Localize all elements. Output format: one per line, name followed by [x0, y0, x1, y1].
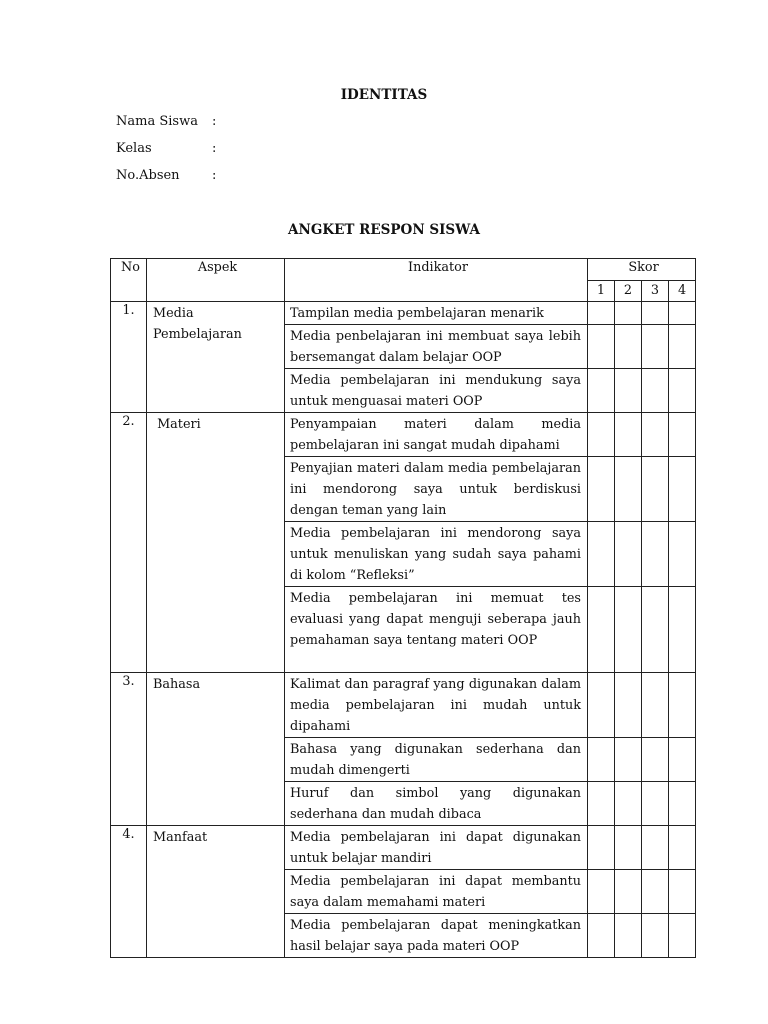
- header-no: No: [111, 259, 147, 302]
- score-cell-1[interactable]: [588, 870, 615, 914]
- score-cell-2[interactable]: [615, 587, 642, 673]
- table-row: [111, 413, 696, 457]
- indikator-text: Media pembelajaran dapat meningkatkan hasil belajar saya pada materi OOP: [285, 914, 588, 958]
- score-cell-2[interactable]: [615, 914, 642, 958]
- score-cell-4[interactable]: [669, 302, 696, 325]
- group-number: 4.: [111, 826, 147, 958]
- score-cell-3[interactable]: [642, 457, 669, 522]
- score-cell-2[interactable]: [615, 302, 642, 325]
- score-cell-3[interactable]: [642, 826, 669, 870]
- indikator-text: Kalimat dan paragraf yang digunakan dalam media pembelajaran ini mudah untuk dipahami: [285, 673, 588, 738]
- score-cell-1[interactable]: [588, 302, 615, 325]
- score-cell-2[interactable]: [615, 413, 642, 457]
- score-cell-4[interactable]: [669, 587, 696, 673]
- score-cell-3[interactable]: [642, 914, 669, 958]
- score-cell-3[interactable]: [642, 870, 669, 914]
- score-cell-4[interactable]: [669, 413, 696, 457]
- score-cell-1[interactable]: [588, 738, 615, 782]
- score-cell-1[interactable]: [588, 325, 615, 369]
- score-cell-1[interactable]: [588, 522, 615, 587]
- header-indikator: Indikator: [285, 259, 588, 302]
- score-cell-3[interactable]: [642, 782, 669, 826]
- score-cell-3[interactable]: [642, 522, 669, 587]
- score-cell-4[interactable]: [669, 325, 696, 369]
- indikator-text: Penyajian materi dalam media pembelajaran ini mendorong saya untuk berdiskusi dengan teman yang lain: [285, 457, 588, 522]
- score-cell-2[interactable]: [615, 738, 642, 782]
- score-cell-3[interactable]: [642, 325, 669, 369]
- group-aspek: Media Pembelajaran: [147, 302, 285, 413]
- score-cell-3[interactable]: [642, 369, 669, 413]
- indikator-text: Penyampaian materi dalam media pembelajaran ini sangat mudah dipahami: [285, 413, 588, 457]
- table-row: [111, 673, 696, 738]
- score-cell-4[interactable]: [669, 782, 696, 826]
- score-cell-1[interactable]: [588, 826, 615, 870]
- group-number: 3.: [111, 673, 147, 826]
- identitas-title: IDENTITAS: [340, 87, 428, 103]
- angket-title: ANGKET RESPON SISWA: [288, 222, 480, 238]
- score-cell-1[interactable]: [588, 782, 615, 826]
- score-header-1: 1: [588, 281, 615, 302]
- score-cell-2[interactable]: [615, 325, 642, 369]
- score-cell-4[interactable]: [669, 738, 696, 782]
- field-label: Nama Siswa: [116, 114, 198, 129]
- score-header-4: 4: [669, 281, 696, 302]
- score-cell-1[interactable]: [588, 457, 615, 522]
- score-cell-1[interactable]: [588, 413, 615, 457]
- field-nama-siswa: [116, 114, 216, 129]
- score-cell-1[interactable]: [588, 673, 615, 738]
- field-separator: :: [212, 168, 217, 183]
- score-cell-2[interactable]: [615, 673, 642, 738]
- score-cell-4[interactable]: [669, 457, 696, 522]
- field-separator: :: [212, 114, 217, 129]
- score-cell-2[interactable]: [615, 369, 642, 413]
- score-cell-2[interactable]: [615, 522, 642, 587]
- score-cell-2[interactable]: [615, 457, 642, 522]
- field-label: Kelas: [116, 141, 152, 156]
- group-number: 2.: [111, 413, 147, 673]
- indikator-text: Media pembelajaran ini mendukung saya untuk menguasai materi OOP: [285, 369, 588, 413]
- header-skor: Skor: [588, 259, 696, 281]
- score-cell-3[interactable]: [642, 673, 669, 738]
- indikator-text: Bahasa yang digunakan sederhana dan mudah dimengerti: [285, 738, 588, 782]
- score-cell-2[interactable]: [615, 782, 642, 826]
- score-cell-4[interactable]: [669, 369, 696, 413]
- score-cell-2[interactable]: [615, 826, 642, 870]
- group-aspek: Bahasa: [147, 673, 285, 826]
- score-header-3: 3: [642, 281, 669, 302]
- field-separator: :: [212, 141, 217, 156]
- indikator-text: Media pembelajaran ini dapat membantu saya dalam memahami materi: [285, 870, 588, 914]
- score-header-2: 2: [615, 281, 642, 302]
- score-cell-4[interactable]: [669, 870, 696, 914]
- score-cell-2[interactable]: [615, 870, 642, 914]
- score-cell-1[interactable]: [588, 587, 615, 673]
- group-number: 1.: [111, 302, 147, 413]
- indikator-text: Tampilan media pembelajaran menarik: [285, 302, 588, 325]
- field-kelas: [116, 141, 216, 156]
- score-cell-1[interactable]: [588, 369, 615, 413]
- score-cell-3[interactable]: [642, 302, 669, 325]
- score-cell-3[interactable]: [642, 587, 669, 673]
- table-row: [111, 302, 696, 325]
- indikator-text: Huruf dan simbol yang digunakan sederhana dan mudah dibaca: [285, 782, 588, 826]
- field-no-absen: [116, 168, 216, 183]
- score-cell-4[interactable]: [669, 673, 696, 738]
- score-cell-1[interactable]: [588, 914, 615, 958]
- score-cell-3[interactable]: [642, 738, 669, 782]
- indikator-text: Media pembelajaran ini dapat digunakan untuk belajar mandiri: [285, 826, 588, 870]
- group-aspek: Manfaat: [147, 826, 285, 958]
- table-row: [111, 826, 696, 870]
- header-aspek: Aspek: [147, 259, 285, 302]
- score-cell-4[interactable]: [669, 522, 696, 587]
- indikator-text: Media pembelajaran ini mendorong saya untuk menuliskan yang sudah saya pahami di kolom “Refleksi”: [285, 522, 588, 587]
- field-label: No.Absen: [116, 168, 180, 183]
- score-cell-4[interactable]: [669, 826, 696, 870]
- score-cell-3[interactable]: [642, 413, 669, 457]
- questionnaire-table: [110, 258, 696, 958]
- score-cell-4[interactable]: [669, 914, 696, 958]
- group-aspek: Materi: [147, 413, 285, 673]
- indikator-text: Media penbelajaran ini membuat saya lebih bersemangat dalam belajar OOP: [285, 325, 588, 369]
- indikator-text: Media pembelajaran ini memuat tes evaluasi yang dapat menguji seberapa jauh pemahaman saya tentang materi OOP: [285, 587, 588, 673]
